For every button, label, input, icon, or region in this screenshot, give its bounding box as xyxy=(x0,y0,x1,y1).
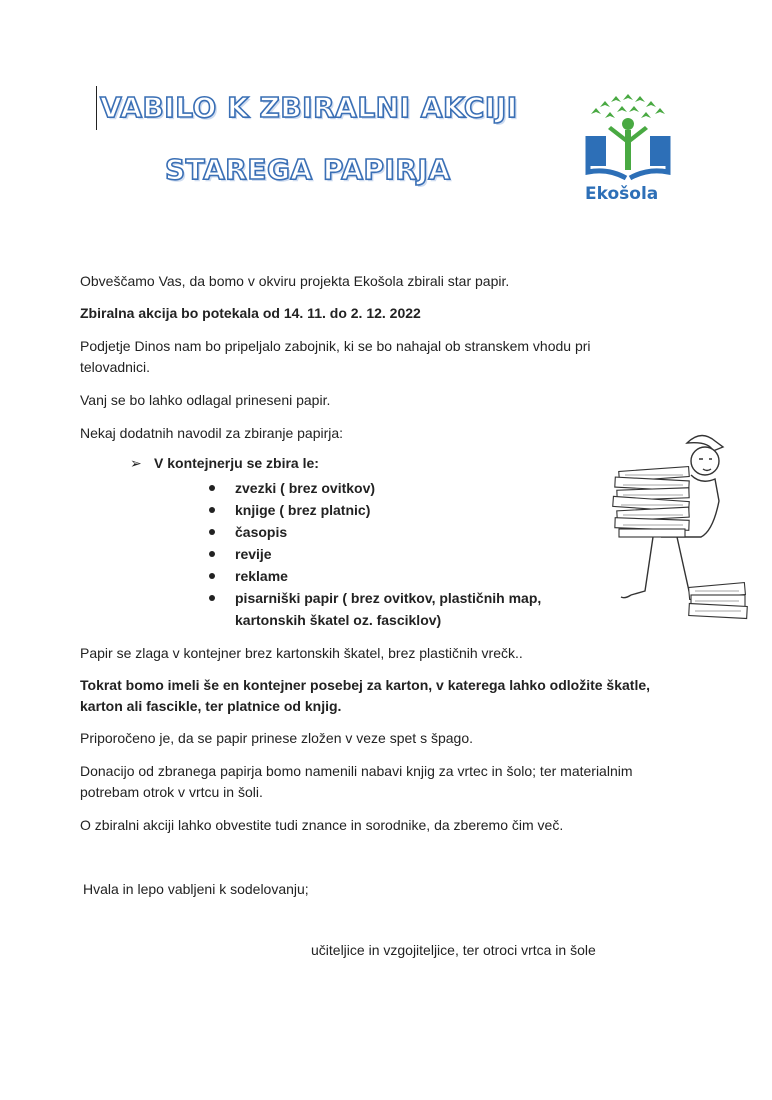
title-line-2: STAREGA PAPIRJA xyxy=(165,153,451,186)
list-heading-text: V kontejnerju se zbira le: xyxy=(154,455,319,471)
person-carrying-papers-icon xyxy=(595,425,755,640)
deposit-paragraph: Vanj se bo lahko odlagal prineseni papir. xyxy=(80,392,331,408)
dates-paragraph: Zbiralna akcija bo potekala od 14. 11. do 2. 12. 2022 xyxy=(80,305,421,321)
signature: učiteljice in vzgojiteljice, ter otroci vrtca in šole xyxy=(311,942,596,958)
list-item: knjige ( brez platnic) xyxy=(207,499,567,521)
list-heading xyxy=(130,455,319,472)
thanks-paragraph: Hvala in lepo vabljeni k sodelovanju; xyxy=(83,881,309,897)
collection-list xyxy=(207,477,567,631)
inform-paragraph: O zbiralni akciji lahko obvestite tudi znance in sorodnike, da zberemo čim več. xyxy=(80,817,564,833)
logo-wordmark: Ekošola xyxy=(585,184,659,204)
arrow-bullet-icon: ➢ xyxy=(130,455,142,471)
list-item: revije xyxy=(207,543,567,565)
list-item: pisarniški papir ( brez ovitkov, plastičnih map, kartonskih škatel oz. fasciklov) xyxy=(207,587,567,631)
text-cursor xyxy=(96,86,97,130)
no-boxes-paragraph: Papir se zlaga v kontejner brez kartonskih škatel, brez plastičnih vrečk.. xyxy=(80,645,523,661)
recommend-paragraph: Priporočeno je, da se papir prinese zložen v veze spet s špago. xyxy=(80,730,474,746)
instructions-paragraph: Nekaj dodatnih navodil za zbiranje papirja: xyxy=(80,425,344,441)
carton-paragraph: Tokrat bomo imeli še en kontejner posebej za karton, v katerega lahko odložite škatle, karton ali fascikle, ter platnice od knjig. xyxy=(80,677,651,714)
list-item: časopis xyxy=(207,521,567,543)
title-line-1: VABILO K ZBIRALNI AKCIJI xyxy=(100,91,518,124)
list-item: reklame xyxy=(207,565,567,587)
container-paragraph: Podjetje Dinos nam bo pripeljalo zabojnik, ki se bo nahajal ob stranskem vhodu pri telovadnici. xyxy=(80,338,591,375)
list-item: zvezki ( brez ovitkov) xyxy=(207,477,567,499)
donation-paragraph: Donacijo od zbranega papirja bomo namenili nabavi knjig za vrtec in šolo; ter materialnim potrebam otrok v vrtcu in šoli. xyxy=(80,763,633,800)
intro-paragraph: Obveščamo Vas, da bomo v okviru projekta Ekošola zbirali star papir. xyxy=(80,273,510,289)
